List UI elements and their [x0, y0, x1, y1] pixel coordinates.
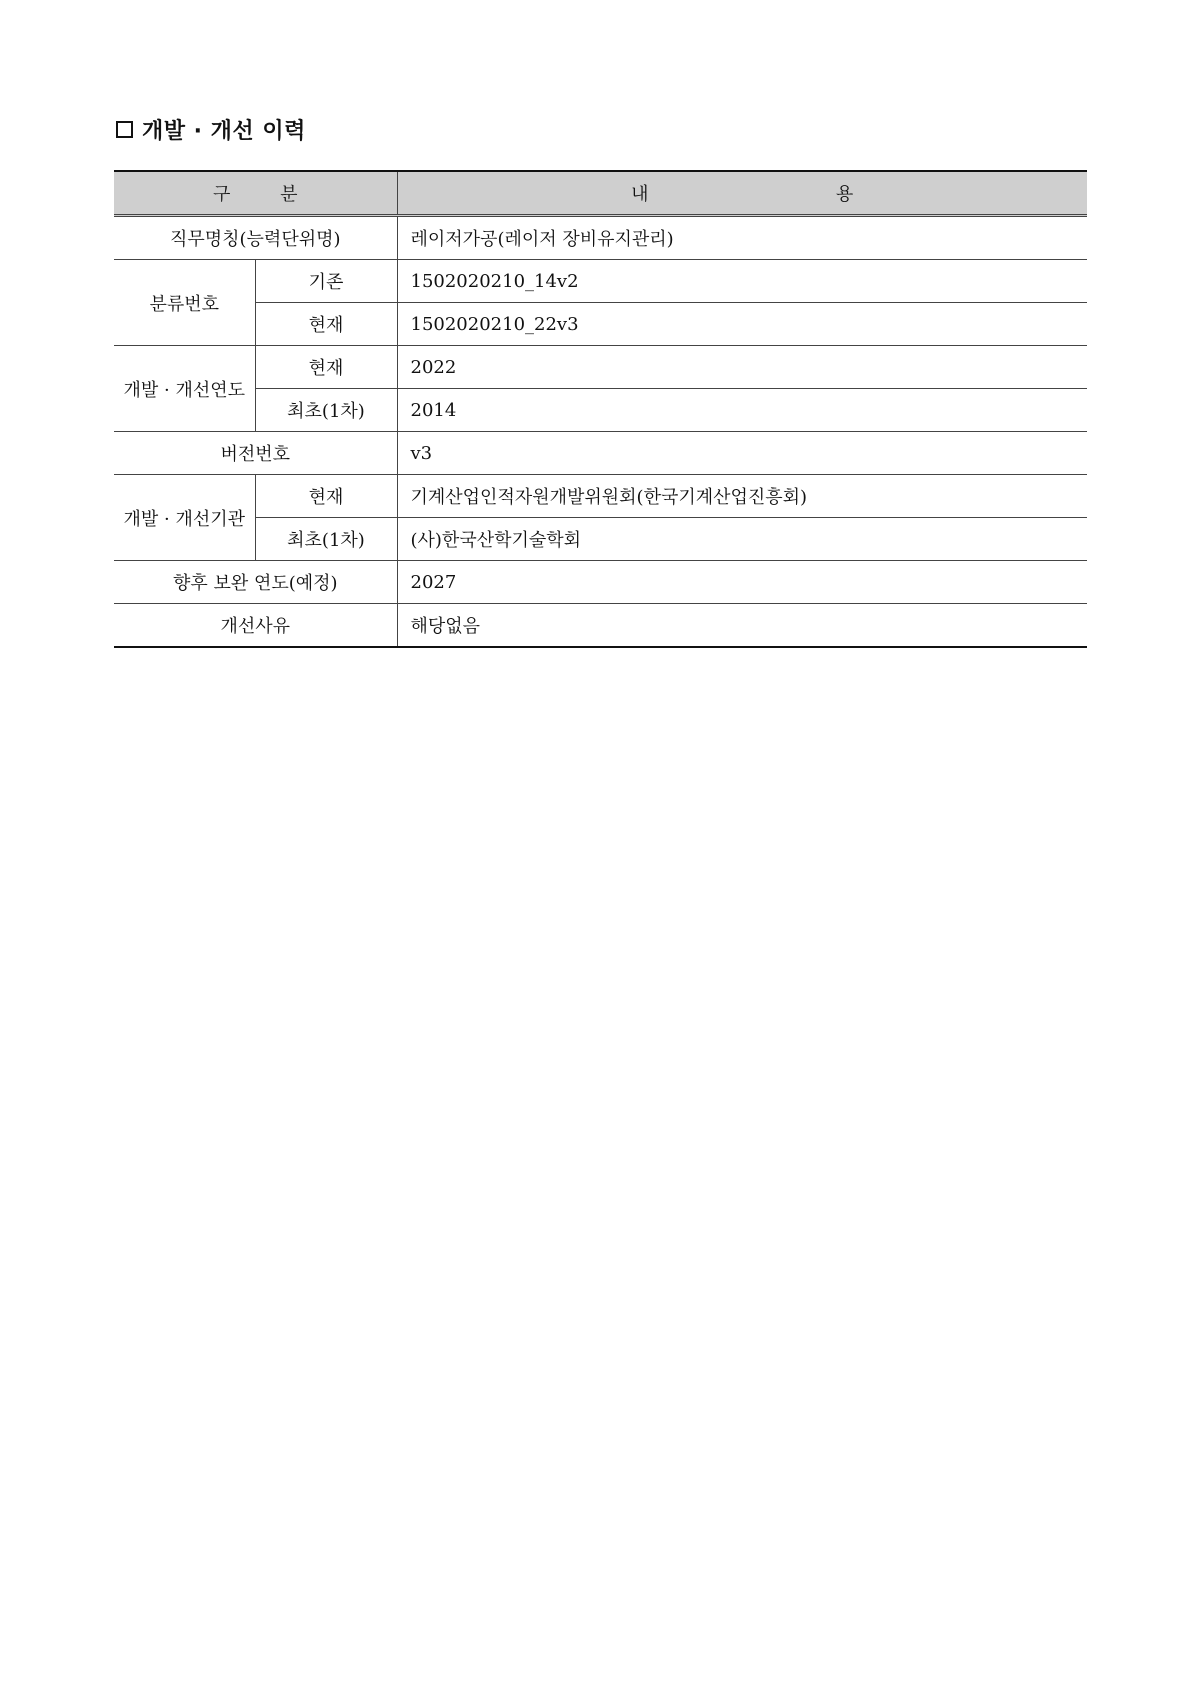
sub-label-class-current: 현재 — [255, 303, 397, 346]
sub-label-org-current: 현재 — [255, 475, 397, 518]
sub-value-class-prev: 1502020210_14v2 — [397, 260, 1087, 303]
row-value-version: v3 — [397, 432, 1087, 475]
sub-value-class-current: 1502020210_22v3 — [397, 303, 1087, 346]
section-title-text: 개발 · 개선 이력 — [142, 118, 306, 144]
table-row — [114, 260, 1087, 303]
row-label-dev-org: 개발 · 개선기관 — [114, 475, 255, 561]
checkbox-square-icon — [116, 121, 133, 138]
header-content-a: 내 — [631, 184, 649, 205]
sub-label-year-current: 현재 — [255, 346, 397, 389]
development-history-table — [114, 170, 1087, 648]
table-row — [114, 216, 1087, 260]
row-label-version: 버전번호 — [114, 432, 397, 475]
row-label-reason: 개선사유 — [114, 604, 397, 648]
row-label-class-no: 분류번호 — [114, 260, 255, 346]
table-row — [114, 303, 1087, 346]
header-content — [397, 171, 1087, 216]
table-row — [114, 475, 1087, 518]
section-title — [116, 112, 306, 146]
table-row — [114, 346, 1087, 389]
sub-value-year-first: 2014 — [397, 389, 1087, 432]
sub-value-org-current: 기계산업인적자원개발위원회(한국기계산업진흥회) — [397, 475, 1087, 518]
sub-value-org-first: (사)한국산학기술학회 — [397, 518, 1087, 561]
row-label-dev-year: 개발 · 개선연도 — [114, 346, 255, 432]
table-row — [114, 561, 1087, 604]
row-value-next-year: 2027 — [397, 561, 1087, 604]
row-label-job-name: 직무명칭(능력단위명) — [114, 216, 397, 260]
header-content-b: 용 — [835, 184, 854, 205]
table-row — [114, 389, 1087, 432]
sub-label-org-first: 최초(1차) — [255, 518, 397, 561]
sub-label-class-prev: 기존 — [255, 260, 397, 303]
row-label-next-year: 향후 보완 연도(예정) — [114, 561, 397, 604]
header-category: 구 분 — [114, 171, 397, 216]
table-row — [114, 518, 1087, 561]
table-header-row — [114, 171, 1087, 216]
table-row — [114, 604, 1087, 648]
sub-value-year-current: 2022 — [397, 346, 1087, 389]
row-value-reason: 해당없음 — [397, 604, 1087, 648]
table-row — [114, 432, 1087, 475]
sub-label-year-first: 최초(1차) — [255, 389, 397, 432]
row-value-job-name: 레이저가공(레이저 장비유지관리) — [397, 216, 1087, 260]
